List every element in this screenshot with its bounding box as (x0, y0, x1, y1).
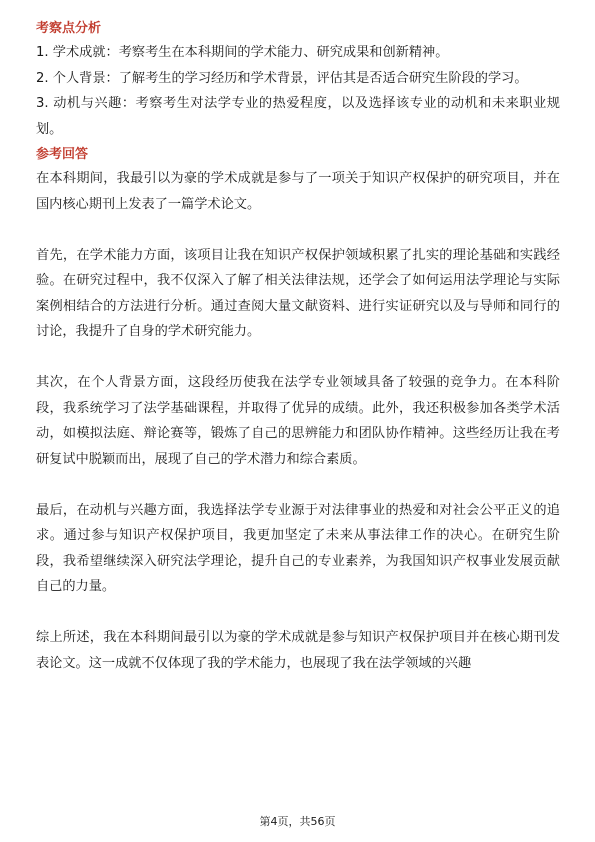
document-page (36, 18, 560, 676)
section-title-analysis: 考察点分析 (36, 21, 102, 36)
paragraph-spacer (36, 217, 560, 243)
answer-paragraph-academic: 首先，在学术能力方面，该项目让我在知识产权保护领域积累了扎实的理论基础和实践经验。在研究过程中，我不仅深入了解了相关法律法规，还学会了如何运用法学理论与实际案例相结合的方法进行分析。通过查阅大量文献资料、进行实证研究以及与导师和同行的讨论，我提升了自身的学术研究能力。 (36, 247, 560, 339)
answer-paragraph-summary: 综上所述，我在本科期间最引以为豪的学术成就是参与知识产权保护项目并在核心期刊发表论文。这一成就不仅体现了我的学术能力，也展现了我在法学领域的兴趣 (36, 630, 560, 671)
answer-paragraph-background: 其次，在个人背景方面，这段经历使我在法学专业领域具备了较强的竞争力。在本科阶段，我系统学习了法学基础课程，并取得了优异的成绩。此外，我还积极参加各类学术活动，如模拟法庭、辩论赛等，锻炼了自己的思辨能力和团队协作精神。这些经历让我在考研复试中脱颖而出，展现了自己的学术潜力和综合素质。 (36, 375, 560, 467)
paragraph-spacer (36, 600, 560, 626)
paragraph-spacer (36, 345, 560, 371)
answer-paragraph-motivation: 最后，在动机与兴趣方面，我选择法学专业源于对法律事业的热爱和对社会公平正义的追求。通过参与知识产权保护项目，我更加坚定了未来从事法律工作的决心。在研究生阶段，我希望继续深入研究法学理论，提升自己的专业素养，为我国知识产权事业发展贡献自己的力量。 (36, 502, 560, 594)
analysis-item-3: 3. 动机与兴趣：考察考生对法学专业的热爱程度，以及选择该专业的动机和未来职业规划。 (36, 96, 560, 137)
page-number: 第4页，共56页 (259, 815, 336, 828)
paragraph-spacer (36, 472, 560, 498)
section-title-answer: 参考回答 (36, 147, 89, 162)
analysis-item-2: 2. 个人背景：了解考生的学习经历和学术背景，评估其是否适合研究生阶段的学习。 (36, 70, 528, 86)
analysis-item-1: 1. 学术成就：考察考生在本科期间的学术能力、研究成果和创新精神。 (36, 45, 449, 60)
answer-paragraph-intro: 在本科期间，我最引以为豪的学术成就是参与了一项关于知识产权保护的研究项目，并在国内核心期刊上发表了一篇学术论文。 (36, 171, 560, 212)
